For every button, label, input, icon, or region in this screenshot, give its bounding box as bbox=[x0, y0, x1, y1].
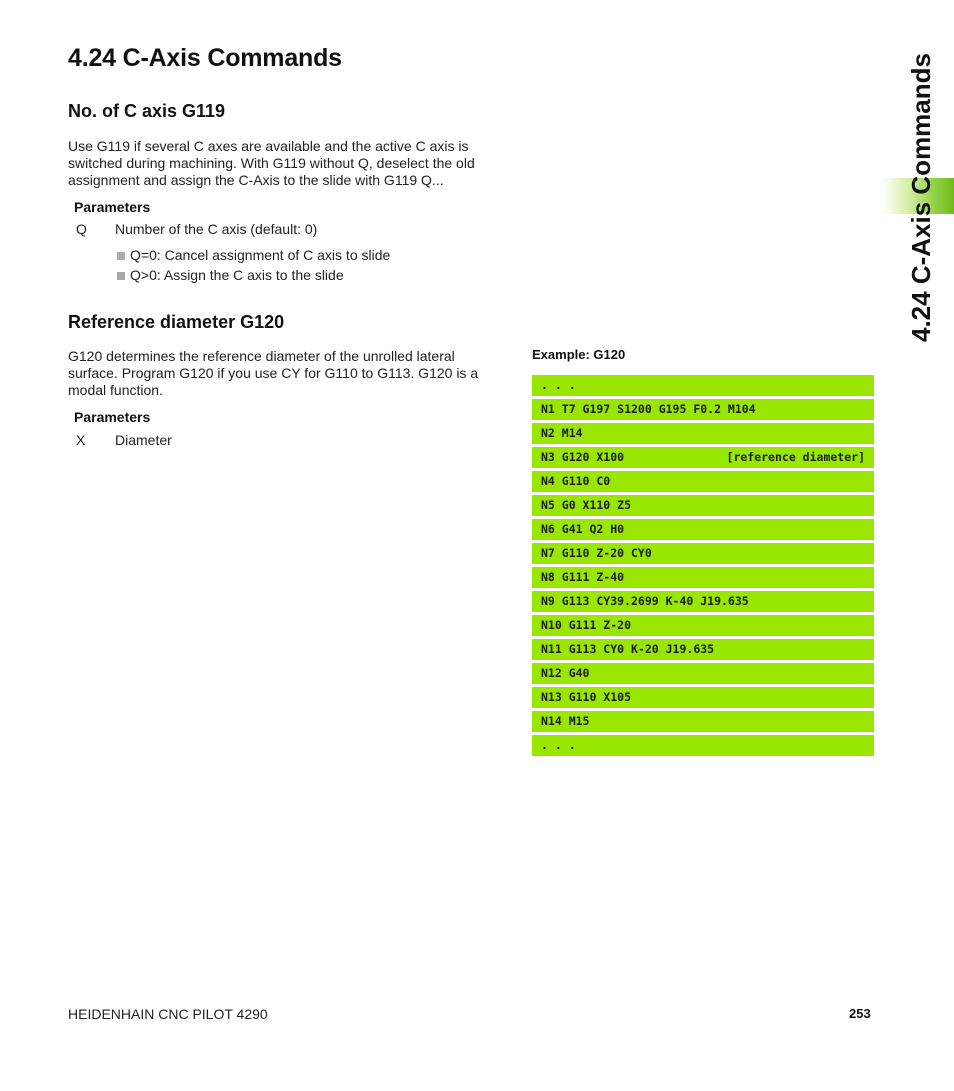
parameter-key-x: X bbox=[76, 432, 86, 448]
body-line: modal function. bbox=[68, 381, 163, 398]
code-line bbox=[532, 495, 874, 516]
section-heading-g120: Reference diameter G120 bbox=[68, 312, 285, 332]
code-text: N12 G40 bbox=[541, 666, 590, 680]
square-bullet-icon bbox=[117, 272, 125, 280]
section-body-g119 bbox=[68, 138, 508, 188]
code-text: N13 G110 X105 bbox=[541, 690, 632, 704]
body-line: G120 determines the reference diameter of the unrolled lateral bbox=[68, 348, 455, 364]
code-line bbox=[532, 375, 874, 396]
code-text: N14 M15 bbox=[541, 714, 590, 728]
body-line: surface. Program G120 if you use CY for G110 to G113. G120 is a bbox=[68, 364, 479, 381]
code-line bbox=[532, 591, 874, 612]
code-text: N6 G41 Q2 H0 bbox=[541, 522, 625, 536]
code-line bbox=[532, 711, 874, 732]
section-heading-g119: No. of C axis G119 bbox=[68, 101, 226, 121]
code-text: N4 G110 C0 bbox=[541, 474, 611, 488]
parameters-heading-g119: Parameters bbox=[74, 199, 151, 215]
code-line bbox=[532, 471, 874, 492]
bullet-item bbox=[117, 247, 390, 263]
code-text: . . . bbox=[541, 738, 576, 752]
code-line bbox=[532, 399, 874, 420]
body-line: Use G119 if several C axes are available and the active C axis is bbox=[68, 138, 469, 154]
page-title: 4.24 C-Axis Commands bbox=[68, 44, 342, 72]
code-line bbox=[532, 447, 874, 468]
code-text: N3 G120 X100 bbox=[541, 450, 625, 464]
parameter-desc-q: Number of the C axis (default: 0) bbox=[115, 221, 318, 237]
code-text: . . . bbox=[541, 378, 576, 392]
code-example-block bbox=[532, 375, 874, 759]
body-line: switched during machining. With G119 without Q, deselect the old bbox=[68, 154, 475, 171]
code-text: N8 G111 Z-40 bbox=[541, 570, 625, 584]
example-label: Example: G120 bbox=[532, 347, 626, 362]
code-text: N7 G110 Z-20 CY0 bbox=[541, 546, 652, 560]
code-text: N11 G113 CY0 K-20 J19.635 bbox=[541, 642, 715, 656]
code-line bbox=[532, 663, 874, 684]
footer-product-name: HEIDENHAIN CNC PILOT 4290 bbox=[68, 1006, 268, 1022]
footer-page-number: 253 bbox=[849, 1006, 871, 1021]
section-body-g120 bbox=[68, 348, 508, 398]
parameter-key-q: Q bbox=[76, 221, 87, 237]
bullet-text: Q=0: Cancel assignment of C axis to slide bbox=[130, 247, 391, 263]
code-text: N9 G113 CY39.2699 K-40 J19.635 bbox=[541, 594, 749, 608]
code-text: N2 M14 bbox=[541, 426, 583, 440]
code-text: N5 G0 X110 Z5 bbox=[541, 498, 632, 512]
code-line bbox=[532, 639, 874, 660]
code-line bbox=[532, 615, 874, 636]
code-line bbox=[532, 735, 874, 756]
code-text: N10 G111 Z-20 bbox=[541, 618, 632, 632]
code-text: N1 T7 G197 S1200 G195 F0.2 M104 bbox=[541, 402, 756, 416]
bullet-item bbox=[117, 267, 344, 283]
code-line bbox=[532, 567, 874, 588]
body-line: assignment and assign the C-Axis to the slide with G119 Q... bbox=[68, 171, 444, 188]
bullet-text: Q>0: Assign the C axis to the slide bbox=[130, 267, 344, 283]
code-line bbox=[532, 687, 874, 708]
code-line bbox=[532, 543, 874, 564]
square-bullet-icon bbox=[117, 252, 125, 260]
code-line bbox=[532, 519, 874, 540]
side-chapter-title: 4.24 C-Axis Commands bbox=[906, 53, 936, 342]
code-line bbox=[532, 423, 874, 444]
code-comment: [reference diameter] bbox=[726, 450, 865, 464]
parameter-desc-x: Diameter bbox=[115, 432, 172, 448]
parameters-heading-g120: Parameters bbox=[74, 409, 151, 425]
